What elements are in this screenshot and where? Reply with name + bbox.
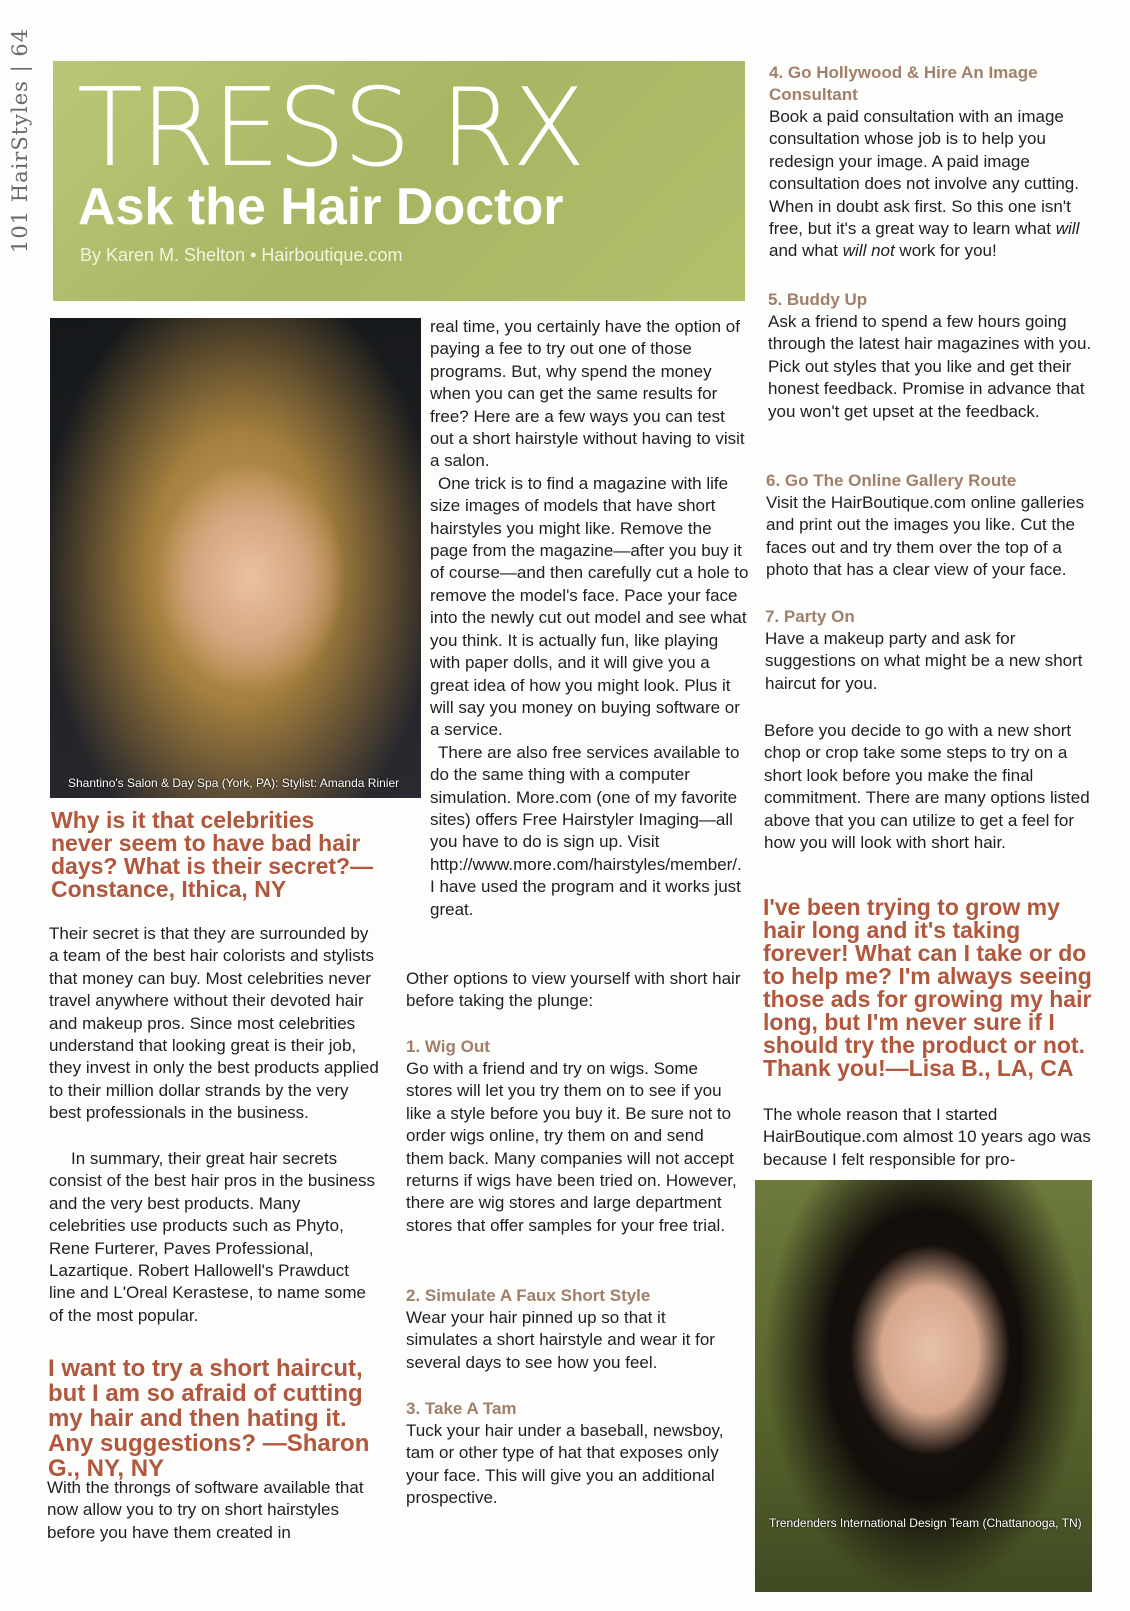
question-heading: I've been trying to grow my hair long and it's taking forever! What can I take or do to help me? I'm always seeing those ads for growing my hair long, but I'm never sure if I should try the product or not. Thank you!—Lisa B., LA, CA (763, 894, 1092, 1081)
paragraph: Before you decide to go with a new short chop or crop take some steps to try on a short look before you make the final commitment. There are many options listed above that you can utilize to get a feel for how you will look with short hair. (764, 721, 1090, 853)
question-heading: Why is it that celebrities never seem to have bad hair days? What is their secret?—Constance, Ithica, NY (51, 807, 374, 902)
emphasis: will (1055, 219, 1080, 239)
tip-section (406, 1036, 741, 1237)
paragraph: Tuck your hair under a baseball, newsboy, tam or other type of hat that exposes only your face. This will give you an additional prospective. (406, 1421, 724, 1508)
tip-section (406, 1285, 741, 1374)
answer-text (47, 1477, 377, 1544)
paragraph: Their secret is that they are surrounded by a team of the best hair colorists and stylists that money can buy. Most celebrities never travel anywhere without their devoted hair and makeup pros. Since most celebrities understand that looking great is their job, they invest in only the best products applied to their million dollar strands by the very best professionals in the business. (49, 924, 379, 1123)
section-heading: 2. Simulate A Faux Short Style (406, 1286, 651, 1305)
paragraph: There are also free services available to do the same thing with a computer simulation. More.com (one of my favorite sites) offers Free Hairstyler Imaging—all you have to do is sign up. Visit http://www.more.com/hairstyles/member/. I have used the program and it works just great. (430, 742, 742, 919)
section-heading: 4. Go Hollywood & Hire An Image Consultant (769, 63, 1038, 104)
paragraph: real time, you certainly have the option of paying a fee to try out one of those programs. But, why spend the money when you can get the same results for free? Here are a few ways you can test out a short hairstyle without having to visit a salon. (430, 317, 745, 471)
emphasis: will not (842, 241, 895, 261)
tip-section (406, 1398, 741, 1510)
paragraph: Ask a friend to spend a few hours going through the latest hair magazines with you. Pick out styles that you like and get their honest feedback. Promise in advance that you won't get upset at the feedback. (768, 312, 1092, 421)
text: work for you! (894, 241, 997, 261)
section-heading: 3. Take A Tam (406, 1399, 517, 1418)
paragraph (769, 106, 1104, 263)
article-subtitle: Ask the Hair Doctor (78, 178, 564, 236)
paragraph: Have a makeup party and ask for suggestions on what might be a new short haircut for you. (765, 629, 1083, 693)
article-header (53, 61, 745, 301)
paragraph: Other options to view yourself with short hair before taking the plunge: (406, 969, 741, 1011)
section-heading: 1. Wig Out (406, 1037, 490, 1056)
article-byline: By Karen M. Shelton • Hairboutique.com (80, 245, 403, 265)
paragraph: The whole reason that I started HairBoutique.com almost 10 years ago was because I felt responsible for pro- (763, 1105, 1091, 1169)
answer-text (49, 923, 379, 1125)
text: Book a paid consultation with an image consultation whose job is to help you redesign your image. A paid image consultation does not involve any cutting. When in doubt ask first. So this one isn't free, but it's a great way to learn what (769, 107, 1079, 239)
paragraph: With the throngs of software available that now allow you to try on short hairstyles before you have them created in (47, 1478, 364, 1542)
paragraph: In summary, their great hair secrets consist of the best hair pros in the business and the very best products. Many celebrities use products such as Phyto, Rene Furterer, Paves Professional, Lazartique. Robert Hallowell's Prawduct line and L'Oreal Kerastese, to name some of the most popular. (49, 1149, 376, 1325)
paragraph: Wear your hair pinned up so that it simulates a short hairstyle and wear it for several days to see how you feel. (406, 1308, 715, 1372)
page-folio: 101 HairStyles | 64 (8, 28, 32, 254)
tip-section (768, 289, 1103, 423)
section-heading: 6. Go The Online Gallery Route (766, 471, 1017, 490)
photo-blonde-model (50, 318, 421, 798)
text: and what (769, 241, 843, 261)
answer-text (49, 1148, 379, 1327)
photo-caption: Trendenders International Design Team (Chattanooga, TN) (769, 1516, 1082, 1530)
photo-caption: Shantino's Salon & Day Spa (York, PA): Stylist: Amanda Rinier (68, 776, 400, 790)
question-heading: I want to try a short haircut, but I am so afraid of cutting my hair and then hating it. Any suggestions? —Sharon G., NY, NY (48, 1355, 370, 1482)
section-heading: 7. Party On (765, 607, 855, 626)
article-column-2 (430, 316, 750, 921)
photo-brunette-model (755, 1180, 1092, 1592)
article-title: TRESS RX (77, 66, 583, 191)
section-heading: 5. Buddy Up (768, 290, 868, 309)
answer-text (763, 1104, 1098, 1171)
tip-section (766, 470, 1106, 582)
tip-section (769, 62, 1104, 263)
paragraph: Go with a friend and try on wigs. Some stores will let you try them on to see if you like a style before you buy it. Be sure not to order wigs online, try them on and send them back. Many companies will not accept returns if wigs have been tried on. However, there are wig stores and large department stores that offer samples for your free trial. (406, 1059, 737, 1235)
tip-section (765, 606, 1100, 695)
paragraph: One trick is to find a magazine with life size images of models that have short hairstyles you might like. Remove the page from the magazine—after you buy it of course—and then carefully cut a hole to remove the model's face. Pace your face into the newly cut out model and see what you think. It is actually fun, like playing with paper dolls, and it will give you a great idea of how you might look. Plus it will say you money on buying software or a service. (430, 473, 749, 740)
paragraph: Visit the HairBoutique.com online galleries and print out the images you like. Cut the faces out and try them over the top of a photo that has a clear view of your face. (766, 493, 1085, 580)
